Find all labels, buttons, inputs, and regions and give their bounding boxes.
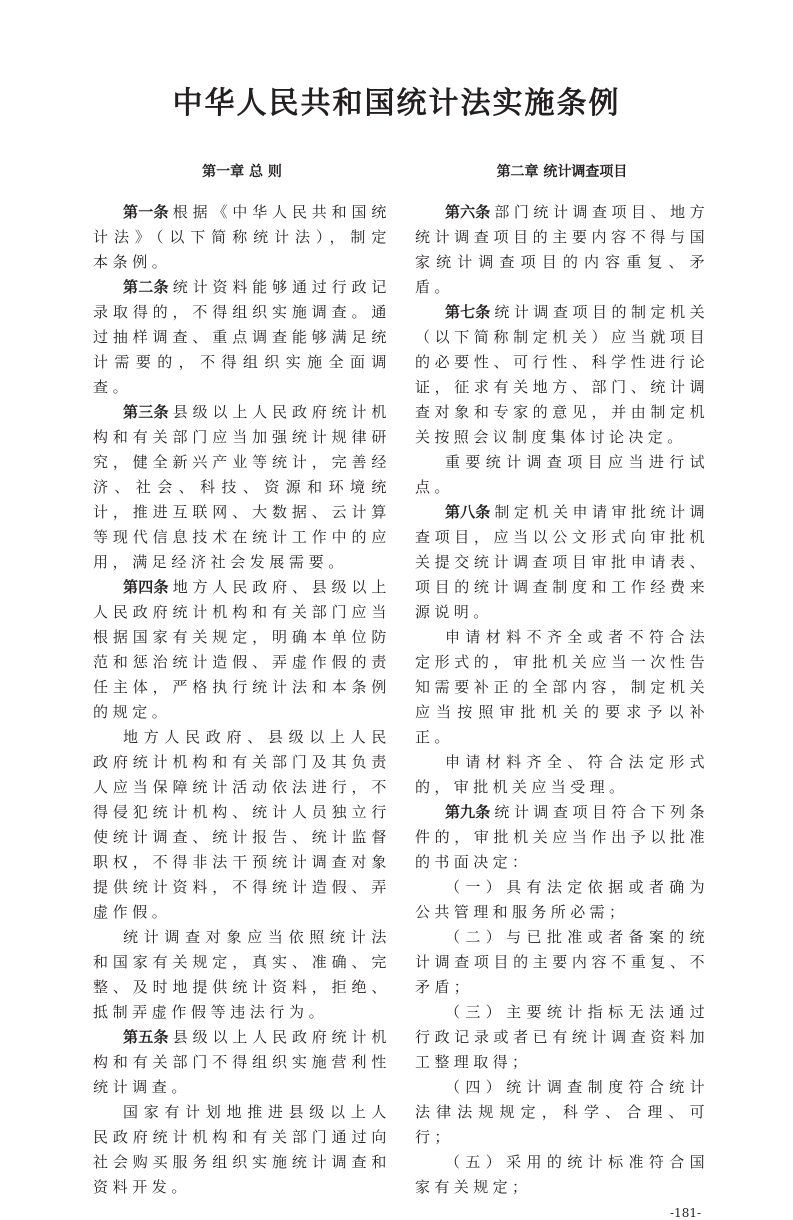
article-text: 统计调查对象应当依照统计法和国家有关规定，真实、准确、完整、及时地提供统计资料，拒绝、抵制弄虚作假等违法行为。 — [93, 928, 391, 1021]
article-number: 第七条 — [445, 303, 491, 321]
article-paragraph — [415, 750, 709, 800]
left-column — [93, 200, 391, 1200]
article-text: 申请材料不齐全或者不符合法定形式的，审批机关应当一次性告知需要补正的全部内容，制定机关应当按照审批机关的要求予以补正。 — [415, 628, 709, 746]
article-text: 县级以上人民政府统计机构和有关部门应当加强统计规律研究，健全新兴产业等统计，完善经济、社会、科技、资源和环境统计，推进互联网、大数据、云计算等现代信息技术在统计工作中的应用，满足经济社会发展需要。 — [93, 403, 391, 571]
article-text: 重要统计调查项目应当进行试点。 — [415, 453, 709, 496]
article-text: 国家有计划地推进县级以上人民政府统计机构和有关部门通过向社会购买服务组织实施统计调查和资料开发。 — [93, 1103, 391, 1196]
article-text: 统计资料能够通过行政记录取得的，不得组织实施调查。通过抽样调查、重点调查能够满足统计需要的，不得组织实施全面调查。 — [93, 278, 391, 396]
article-number: 第六条 — [445, 203, 491, 221]
article-text: 地方人民政府、县级以上人民政府统计机构和有关部门及其负责人应当保障统计活动依法进行，不得侵犯统计机构、统计人员独立行使统计调查、统计报告、统计监督职权，不得非法干预统计调查对象提供统计资料，不得统计造假、弄虚作假。 — [93, 728, 391, 921]
article-paragraph — [93, 575, 391, 725]
article-paragraph — [415, 500, 709, 625]
article-paragraph — [415, 450, 709, 500]
right-column — [415, 200, 709, 1200]
article-number: 第二条 — [123, 278, 169, 296]
article-text: 地方人民政府、县级以上人民政府统计机构和有关部门应当根据国家有关规定，明确本单位防范和惩治统计造假、弄虚作假的责任主体，严格执行统计法和本条例的规定。 — [93, 578, 391, 721]
article-paragraph — [415, 925, 709, 1000]
article-text: （五）采用的统计标准符合国家有关规定； — [415, 1153, 709, 1196]
article-paragraph — [415, 300, 709, 450]
article-paragraph — [415, 800, 709, 875]
article-text: 县级以上人民政府统计机构和有关部门不得组织实施营利性统计调查。 — [93, 1028, 391, 1096]
article-paragraph — [415, 1150, 709, 1200]
article-text: （二）与已批准或者备案的统计调查项目的主要内容不重复、不矛盾； — [415, 928, 709, 996]
chapter-heading-right: 第二章 统计调查项目 — [496, 164, 628, 180]
article-text: （三）主要统计指标无法通过行政记录或者已有统计调查资料加工整理取得； — [415, 1003, 709, 1071]
article-paragraph — [93, 400, 391, 575]
article-text: 统计调查项目符合下列条件的，审批机关应当作出予以批准的书面决定： — [415, 803, 709, 871]
article-number: 第九条 — [445, 803, 491, 821]
article-text: 申请材料齐全、符合法定形式的，审批机关应当受理。 — [415, 753, 709, 796]
article-number: 第五条 — [123, 1028, 169, 1046]
chapter-heading-left: 第一章 总 则 — [202, 164, 282, 180]
article-number: 第一条 — [123, 203, 169, 221]
article-paragraph — [93, 925, 391, 1025]
article-paragraph — [415, 1075, 709, 1150]
article-text: 统计调查项目的制定机关（以下简称制定机关）应当就项目的必要性、可行性、科学性进行论证，征求有关地方、部门、统计调查对象和专家的意见，并由制定机关按照会议制度集体讨论决定。 — [415, 303, 709, 446]
article-text: （一）具有法定依据或者确为公共管理和服务所必需； — [415, 878, 709, 921]
article-paragraph — [93, 275, 391, 400]
article-text: 制定机关申请审批统计调查项目，应当以公文形式向审批机关提交统计调查项目审批申请表、项目的统计调查制度和工作经费来源说明。 — [415, 503, 709, 621]
article-paragraph — [415, 1000, 709, 1075]
page-number: -181- — [670, 1206, 702, 1220]
article-text: （四）统计调查制度符合统计法律法规规定，科学、合理、可行； — [415, 1078, 709, 1146]
article-paragraph — [93, 1100, 391, 1200]
page-title: 中华人民共和国统计法实施条例 — [172, 86, 621, 121]
article-paragraph — [415, 875, 709, 925]
article-text: 部门统计调查项目、地方统计调查项目的主要内容不得与国家统计调查项目的内容重复、矛盾。 — [415, 203, 709, 296]
article-paragraph — [93, 725, 391, 925]
article-paragraph — [415, 625, 709, 750]
article-text: 根据《中华人民共和国统计法》（以下简称统计法），制定本条例。 — [93, 203, 391, 271]
article-paragraph — [415, 200, 709, 300]
article-number: 第三条 — [123, 403, 169, 421]
article-number: 第四条 — [123, 578, 169, 596]
article-paragraph — [93, 200, 391, 275]
article-number: 第八条 — [445, 503, 491, 521]
article-paragraph — [93, 1025, 391, 1100]
